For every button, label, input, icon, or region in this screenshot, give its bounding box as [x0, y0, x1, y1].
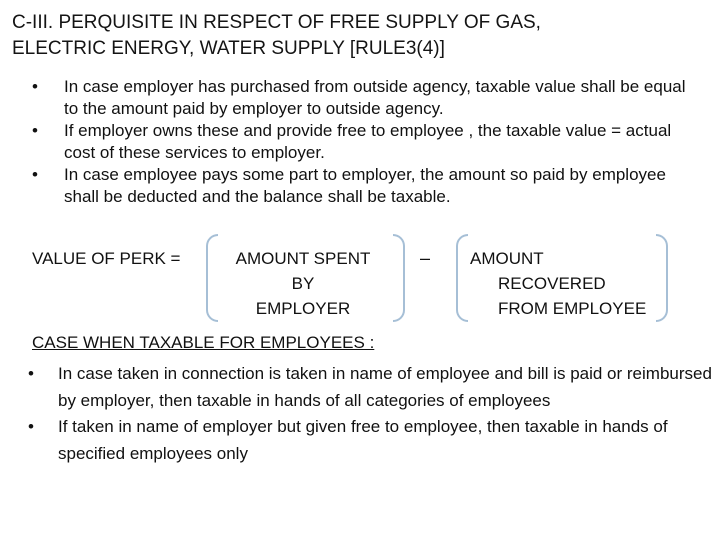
title-line-1: C-III. PERQUISITE IN RESPECT OF FREE SUPPLY OF GAS, — [12, 12, 541, 33]
bullet-icon: • — [32, 165, 38, 184]
amount-spent-line-2: BY — [291, 274, 315, 293]
amount-spent-term — [208, 246, 398, 321]
rules-list — [32, 76, 702, 208]
bullet-icon: • — [32, 77, 38, 96]
amount-recovered-line-1: AMOUNT — [470, 249, 544, 268]
list-item — [32, 76, 702, 120]
list-item-text: In case employer has purchased from outside agency, taxable value shall be equal to the amount paid by employer to outside agency. — [64, 77, 686, 118]
formula-label: VALUE OF PERK = — [32, 249, 181, 268]
list-item — [28, 414, 712, 467]
page-title — [12, 10, 712, 62]
amount-spent-line-1: AMOUNT SPENT — [235, 249, 371, 268]
minus-operator: – — [420, 248, 431, 268]
list-item-text: In case taken in connection is taken in name of employee and bill is paid or reimbursed by employer, then taxable in hands of all categories of employees — [58, 364, 712, 410]
title-line-2: ELECTRIC ENERGY, WATER SUPPLY [RULE3(4)] — [12, 38, 445, 59]
right-bracket-icon — [393, 234, 405, 322]
perk-formula — [0, 246, 720, 326]
amount-recovered-line-2: RECOVERED — [498, 274, 606, 293]
bullet-icon: • — [28, 364, 34, 383]
list-item — [32, 164, 702, 208]
amount-spent-line-3: EMPLOYER — [255, 299, 351, 318]
list-item — [28, 361, 712, 414]
amount-recovered-line-3: FROM EMPLOYEE — [498, 299, 647, 318]
bullet-icon: • — [32, 121, 38, 140]
bullet-icon: • — [28, 417, 34, 436]
list-item-text: If taken in name of employer but given free to employee, then taxable in hands of specified employees only — [58, 417, 668, 463]
right-bracket-icon — [656, 234, 668, 322]
list-item — [32, 120, 702, 164]
case-list — [28, 361, 712, 467]
left-bracket-icon — [456, 234, 468, 322]
case-heading: CASE WHEN TAXABLE FOR EMPLOYEES : — [32, 333, 375, 352]
list-item-text: In case employee pays some part to employer, the amount so paid by employee shall be deducted and the balance shall be taxable. — [64, 165, 666, 206]
list-item-text: If employer owns these and provide free to employee , the taxable value = actual cost of these services to employer. — [64, 121, 672, 162]
amount-recovered-term — [470, 246, 670, 321]
